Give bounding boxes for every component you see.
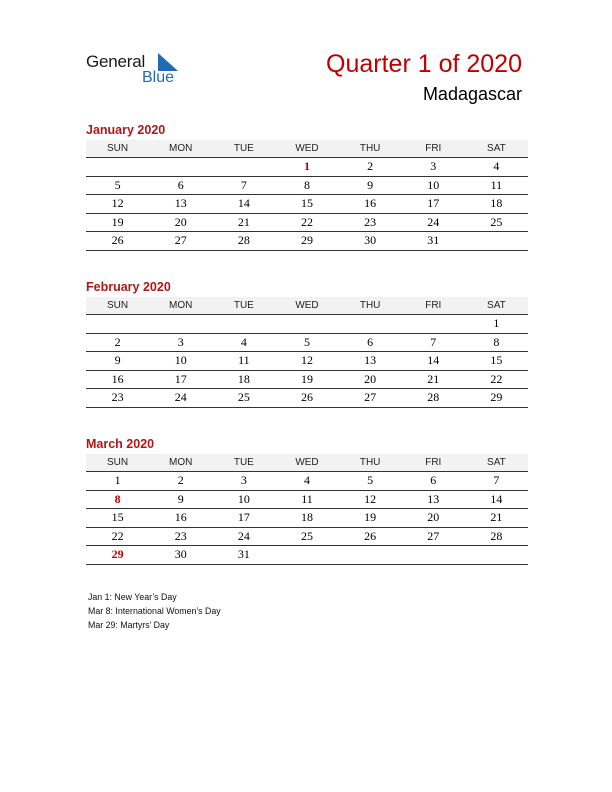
day-cell: 5 (367, 473, 374, 487)
month-february (86, 279, 528, 408)
week-row (86, 195, 528, 214)
weekday-label: TUE (233, 457, 254, 468)
week-row (86, 158, 528, 177)
day-cell: 1 (303, 159, 310, 173)
day-cell: 28 (427, 390, 440, 404)
day-cell: 11 (490, 177, 503, 192)
day-cell: 31 (427, 233, 440, 247)
day-cell (339, 315, 402, 333)
day-cell (86, 315, 149, 333)
day-cell: 8 (493, 334, 500, 349)
day-cell: 18 (300, 510, 313, 524)
day-cell: 2 (367, 159, 374, 173)
day-cell: 18 (490, 196, 503, 210)
holiday-note: Mar 29: Martyrs’ Day (88, 620, 170, 630)
day-cell (86, 158, 149, 176)
day-cell (402, 315, 465, 333)
day-cell: 31 (237, 547, 250, 561)
day-cell: 21 (427, 371, 440, 386)
day-cell: 11 (238, 353, 250, 367)
country-name: Madagascar (422, 84, 522, 104)
day-cell: 28 (490, 528, 503, 543)
weekday-label: SAT (487, 143, 506, 154)
week-row (86, 472, 528, 491)
day-cell: 22 (300, 214, 313, 229)
week-row (86, 177, 528, 196)
day-cell: 2 (114, 334, 121, 349)
weekday-label: WED (295, 143, 319, 154)
day-cell: 6 (430, 473, 437, 487)
day-cell: 13 (364, 353, 377, 367)
day-cell: 15 (490, 353, 503, 367)
day-cell: 19 (111, 214, 124, 229)
day-cell: 14 (490, 491, 503, 506)
day-cell: 3 (430, 159, 437, 173)
weekday-label: THU (359, 300, 381, 311)
day-cell: 6 (177, 177, 184, 192)
day-cell: 29 (490, 390, 503, 404)
day-cell: 17 (237, 510, 250, 524)
day-cell: 17 (174, 371, 187, 386)
day-cell: 1 (114, 473, 121, 487)
day-cell: 14 (427, 353, 440, 367)
month-title: February 2020 (86, 280, 171, 294)
weekday-label: MON (169, 457, 193, 468)
day-cell: 2 (177, 473, 184, 487)
day-cell (339, 546, 402, 564)
day-cell: 29 (111, 547, 124, 561)
weekday-label: THU (359, 143, 381, 154)
month-march (86, 436, 528, 565)
day-cell: 16 (174, 510, 187, 524)
day-cell: 13 (174, 196, 187, 210)
weekday-label: SAT (487, 300, 506, 311)
day-cell: 22 (490, 371, 503, 386)
day-cell (212, 315, 275, 333)
day-cell: 7 (493, 473, 500, 487)
day-cell: 15 (300, 196, 313, 210)
day-cell: 20 (174, 214, 187, 229)
weekday-label: FRI (425, 457, 442, 468)
week-row (86, 491, 528, 510)
day-cell: 3 (240, 473, 247, 487)
day-cell: 21 (490, 510, 503, 524)
day-cell: 4 (493, 159, 500, 173)
weekday-header (86, 454, 528, 472)
day-cell: 23 (111, 390, 124, 404)
logo-text-general: General (86, 52, 146, 71)
month-title: March 2020 (86, 437, 155, 451)
day-cell: 7 (430, 334, 437, 349)
weekday-header (86, 140, 528, 158)
weekday-header (86, 297, 528, 315)
holiday-note: Jan 1: New Year’s Day (88, 592, 177, 602)
weekday-label: SUN (107, 457, 129, 468)
weekday-label: FRI (425, 143, 442, 154)
day-cell: 8 (303, 177, 310, 192)
day-cell: 23 (174, 528, 187, 543)
day-cell: 26 (300, 390, 313, 404)
day-cell: 22 (111, 528, 124, 543)
week-row (86, 528, 528, 547)
week-row (86, 232, 528, 251)
day-cell: 24 (427, 214, 440, 229)
day-cell: 1 (493, 316, 500, 330)
day-cell: 10 (427, 177, 440, 192)
day-cell: 8 (114, 491, 121, 506)
day-cell (149, 158, 212, 176)
day-cell: 15 (111, 510, 124, 524)
weekday-label: SAT (487, 457, 506, 468)
day-cell: 20 (427, 510, 440, 524)
weekday-label: THU (359, 457, 381, 468)
day-cell: 26 (364, 528, 377, 543)
month-grid (86, 472, 528, 565)
weekday-label: MON (169, 143, 193, 154)
general-blue-logo (86, 52, 186, 88)
month-grid (86, 158, 528, 251)
day-cell: 27 (174, 233, 187, 247)
day-cell: 6 (367, 334, 374, 349)
week-row (86, 371, 528, 390)
day-cell: 4 (240, 334, 247, 349)
week-row (86, 546, 528, 565)
weekday-label: MON (169, 300, 193, 311)
weekday-label: WED (295, 300, 319, 311)
day-cell: 19 (364, 510, 377, 524)
month-january (86, 122, 528, 251)
day-cell: 24 (174, 390, 187, 404)
holiday-notes (88, 590, 221, 632)
week-row (86, 334, 528, 353)
weekday-label: WED (295, 457, 319, 468)
weekday-label: TUE (233, 143, 254, 154)
day-cell: 3 (177, 334, 184, 349)
month-grid (86, 315, 528, 408)
day-cell (465, 232, 528, 250)
day-cell: 10 (174, 353, 187, 367)
day-cell: 19 (300, 371, 313, 386)
day-cell: 12 (300, 353, 313, 367)
day-cell: 29 (300, 233, 313, 247)
day-cell (212, 158, 275, 176)
month-title: January 2020 (86, 123, 166, 137)
day-cell: 5 (303, 334, 310, 349)
day-cell: 27 (364, 390, 377, 404)
day-cell: 5 (114, 177, 121, 192)
day-cell (275, 315, 338, 333)
week-row (86, 214, 528, 233)
day-cell: 20 (364, 371, 377, 386)
day-cell: 16 (111, 371, 124, 386)
day-cell: 25 (490, 214, 503, 229)
weekday-label: FRI (425, 300, 442, 311)
day-cell: 30 (364, 233, 377, 247)
day-cell: 12 (111, 196, 124, 210)
day-cell: 7 (240, 177, 247, 192)
day-cell: 10 (237, 491, 250, 506)
day-cell: 12 (364, 491, 377, 506)
day-cell: 11 (301, 491, 313, 506)
day-cell (402, 546, 465, 564)
weekday-label: SUN (107, 143, 129, 154)
weekday-label: SUN (107, 300, 129, 311)
day-cell: 23 (364, 214, 377, 229)
day-cell: 14 (237, 196, 250, 210)
day-cell: 9 (114, 353, 121, 367)
day-cell (149, 315, 212, 333)
day-cell: 4 (303, 473, 310, 487)
day-cell (275, 546, 338, 564)
week-row (86, 352, 528, 371)
day-cell: 9 (177, 491, 184, 506)
logo-text-blue: Blue (142, 69, 175, 86)
page-title: Quarter 1 of 2020 (326, 50, 522, 78)
weekday-label: TUE (233, 300, 254, 311)
holiday-note: Mar 8: International Women’s Day (88, 606, 221, 616)
day-cell: 24 (237, 528, 250, 543)
day-cell: 16 (364, 196, 377, 210)
day-cell: 13 (427, 491, 440, 506)
day-cell: 21 (237, 214, 250, 229)
day-cell: 25 (237, 390, 250, 404)
day-cell: 26 (111, 233, 124, 247)
day-cell: 18 (237, 371, 250, 386)
week-row (86, 509, 528, 528)
day-cell: 9 (367, 177, 374, 192)
day-cell (465, 546, 528, 564)
week-row (86, 389, 528, 408)
day-cell: 28 (237, 233, 250, 247)
day-cell: 27 (427, 528, 440, 543)
day-cell: 30 (174, 547, 187, 561)
week-row (86, 315, 528, 334)
day-cell: 25 (300, 528, 313, 543)
day-cell: 17 (427, 196, 440, 210)
